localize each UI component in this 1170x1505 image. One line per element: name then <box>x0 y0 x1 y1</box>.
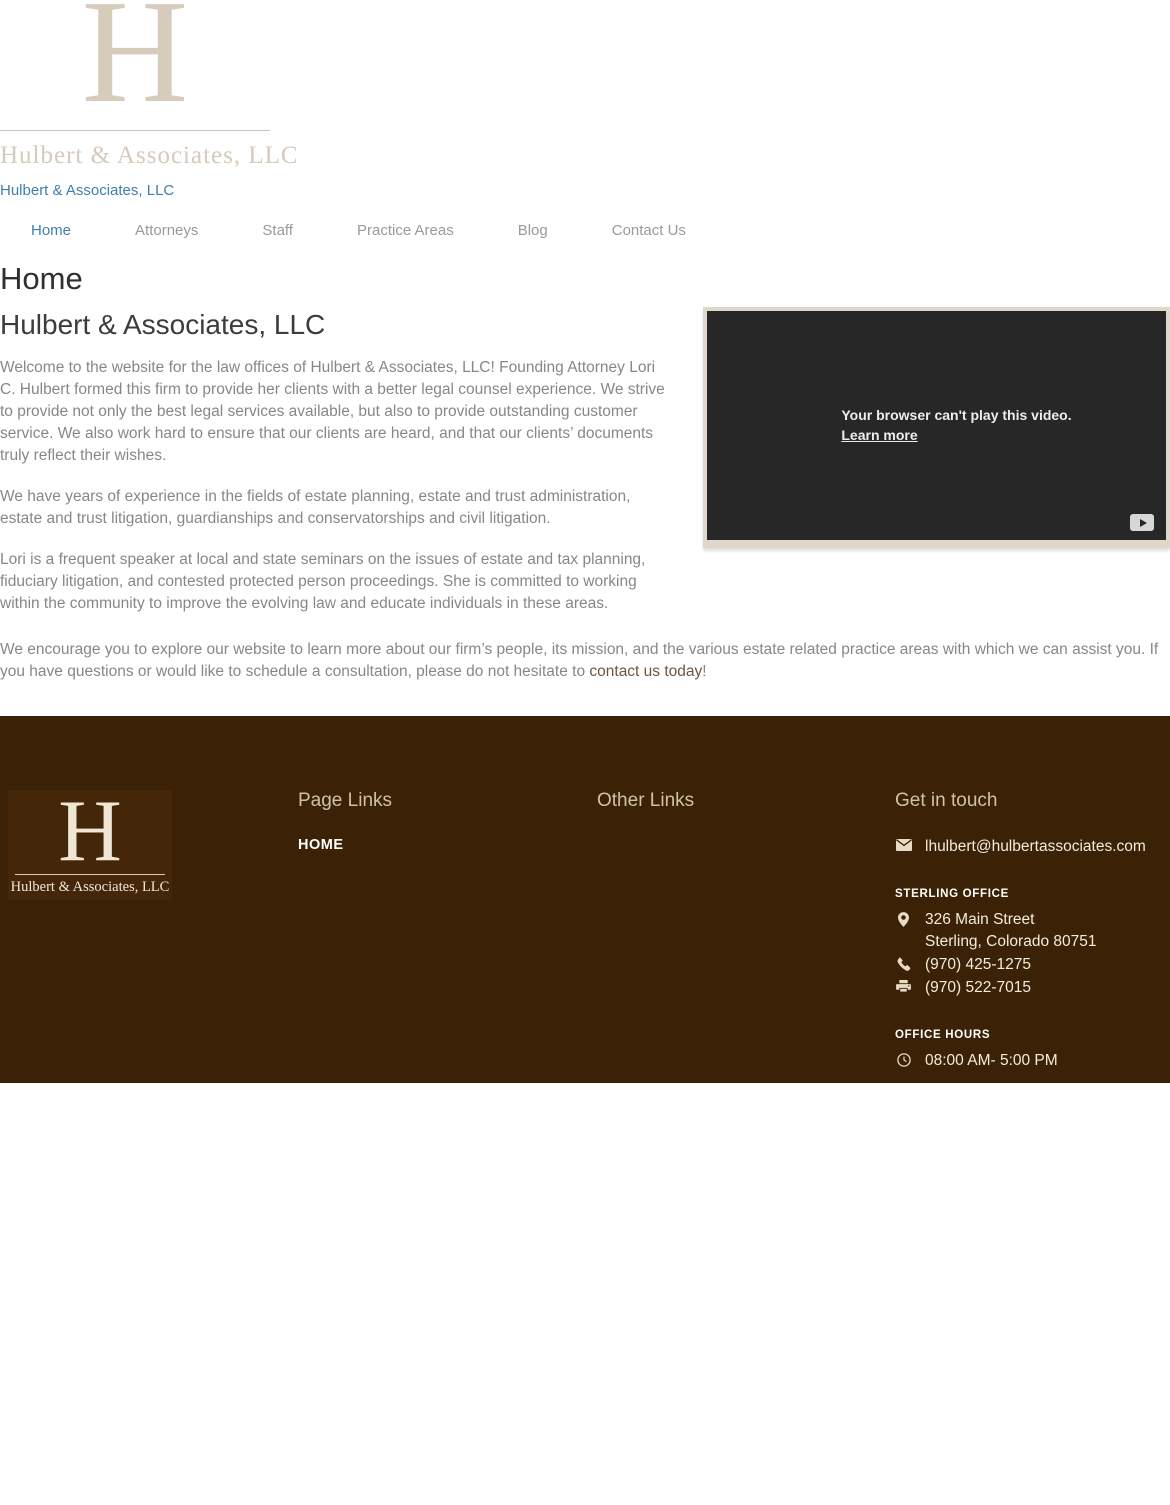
intro-section <box>0 307 1170 615</box>
play-icon <box>1140 519 1147 527</box>
footer-logo-column <box>0 783 298 900</box>
intro-paragraph-2: We have years of experience in the fields of estate planning, estate and trust administration, estate and trust litigation, guardianships and conservatorships and civil litigation. <box>0 488 631 528</box>
contact-us-link[interactable]: contact us today <box>589 663 703 681</box>
nav-item-practice-areas[interactable]: Practice Areas <box>356 222 454 239</box>
email-icon <box>895 836 912 851</box>
footer-logo <box>8 783 172 900</box>
site-header <box>0 0 1170 239</box>
fax-icon <box>895 977 912 993</box>
address-row <box>895 909 1170 953</box>
address-line-2: Sterling, Colorado 80751 <box>925 933 1097 951</box>
main-content <box>0 260 1170 683</box>
nav-item-home[interactable]: Home <box>31 222 72 239</box>
closing-text-before: We encourage you to explore our website to learn more about our firm’s people, its mission, and the various estate related practice areas with which we can assist you. If you have questions or would like to schedule a consultation, please do not hesitate to <box>0 641 1159 681</box>
intro-paragraph-1: Welcome to the website for the law offices of Hulbert & Associates, LLC! Founding Attorney Lori C. Hulbert formed this firm to provide her clients with a better legal counsel experience. We strive to provide not only the best legal services available, but also to provide outstanding customer service. We also work hard to ensure that our clients are heard, and that our clients’ documents truly reflect their wishes. <box>0 359 665 465</box>
nav-item-blog[interactable]: Blog <box>517 222 548 239</box>
get-in-touch-title: Get in touch <box>895 790 998 812</box>
phone-number[interactable]: (970) 425-1275 <box>925 956 1031 974</box>
office-label: STERLING OFFICE <box>895 888 1009 901</box>
footer-page-links-column <box>298 790 597 854</box>
office-hours-row <box>895 1050 1170 1072</box>
page-title: Home <box>0 261 83 296</box>
video-error-message <box>841 406 1071 445</box>
office-hours-value: 08:00 AM- 5:00 PM <box>925 1052 1058 1070</box>
footer-home-link[interactable]: HOME <box>298 837 344 854</box>
phone-icon <box>895 954 912 971</box>
address-lines <box>925 909 1096 953</box>
video-player[interactable] <box>703 307 1170 548</box>
footer-contact-column <box>895 790 1170 1072</box>
footer-other-links-column <box>597 790 895 836</box>
nav-item-staff[interactable]: Staff <box>262 222 293 239</box>
logo-name: Hulbert & Associates, LLC <box>0 142 299 169</box>
nav-item-attorneys[interactable]: Attorneys <box>135 222 199 239</box>
phone-row <box>895 954 1170 976</box>
email-row <box>895 836 1170 858</box>
main-nav <box>0 222 1170 239</box>
other-links-title: Other Links <box>597 790 695 812</box>
intro-paragraph-3: Lori is a frequent speaker at local and state seminars on the issues of estate and tax planning, fiduciary litigation, and contested protected person proceedings. She is committed to working within the community to improve the evolving law and educate individuals in these areas. <box>0 551 646 613</box>
site-logo <box>0 0 299 170</box>
email-address[interactable]: lhulbert@hulbertassociates.com <box>925 838 1146 856</box>
site-footer <box>0 716 1170 1083</box>
site-home-link[interactable]: Hulbert & Associates, LLC <box>0 182 175 199</box>
intro-text-column <box>0 307 672 615</box>
footer-columns <box>0 783 1170 1072</box>
location-icon <box>895 909 912 927</box>
footer-logo-divider <box>15 874 165 875</box>
office-hours-label: OFFICE HOURS <box>895 1029 991 1042</box>
footer-logo-name: Hulbert & Associates, LLC <box>10 879 170 896</box>
page-links-title: Page Links <box>298 790 393 812</box>
firm-heading: Hulbert & Associates, LLC <box>0 309 326 341</box>
video-learn-more-link[interactable]: Learn more <box>841 426 918 443</box>
logo-monogram: H <box>81 0 189 134</box>
play-button[interactable] <box>1130 514 1154 531</box>
closing-text-after: ! <box>702 663 707 681</box>
video-error-text: Your browser can't play this video. <box>841 407 1072 424</box>
footer-logo-monogram: H <box>58 783 122 881</box>
fax-row <box>895 977 1170 999</box>
clock-icon <box>895 1050 912 1067</box>
nav-item-contact-us[interactable]: Contact Us <box>611 222 686 239</box>
address-line-1: 326 Main Street <box>925 911 1035 929</box>
video-error-overlay <box>707 311 1166 540</box>
fax-number[interactable]: (970) 522-7015 <box>925 979 1031 997</box>
closing-paragraph <box>0 639 1170 683</box>
